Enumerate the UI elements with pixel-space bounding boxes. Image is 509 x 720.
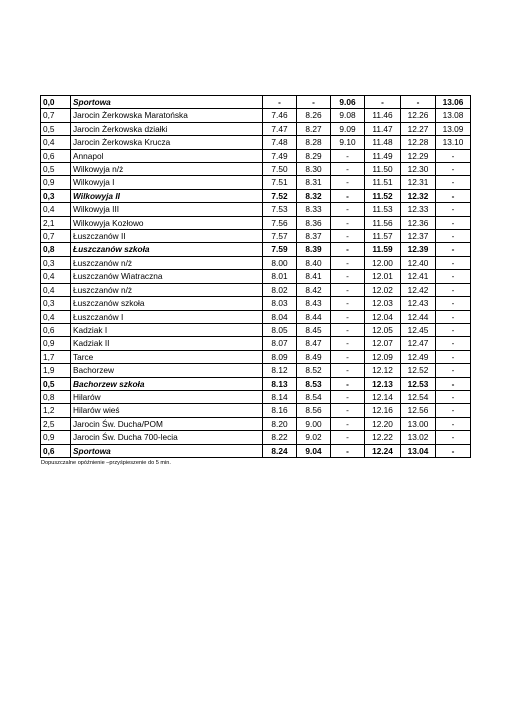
distance-cell: 2,5 [41, 417, 71, 430]
departure-time-cell: - [436, 230, 471, 243]
distance-cell: 0,5 [41, 377, 71, 390]
table-row [41, 390, 471, 403]
stop-name-cell: Wilkowyja n/ż [71, 163, 263, 176]
table-row [41, 96, 471, 109]
departure-time-cell: 12.31 [401, 176, 436, 189]
distance-cell: 2,1 [41, 216, 71, 229]
departure-time-cell: 12.14 [365, 390, 401, 403]
distance-cell: 0,4 [41, 203, 71, 216]
departure-time-cell: - [331, 163, 365, 176]
timetable-sheet [40, 95, 470, 466]
departure-time-cell: - [436, 216, 471, 229]
departure-time-cell: - [436, 297, 471, 310]
table-row [41, 216, 471, 229]
departure-time-cell: - [331, 444, 365, 457]
departure-time-cell: - [436, 404, 471, 417]
departure-time-cell: 8.28 [297, 136, 331, 149]
departure-time-cell: 12.03 [365, 297, 401, 310]
departure-time-cell: - [263, 96, 297, 109]
departure-time-cell: 7.56 [263, 216, 297, 229]
departure-time-cell: 12.02 [365, 283, 401, 296]
departure-time-cell: - [331, 337, 365, 350]
departure-time-cell: - [436, 163, 471, 176]
timetable-body [41, 96, 471, 458]
table-row [41, 283, 471, 296]
stop-name-cell: Jarocin Św. Ducha 700-lecia [71, 431, 263, 444]
distance-cell: 0,3 [41, 297, 71, 310]
departure-time-cell: 7.48 [263, 136, 297, 149]
distance-cell: 0,7 [41, 230, 71, 243]
departure-time-cell: - [331, 350, 365, 363]
stop-name-cell: Wilkowyja III [71, 203, 263, 216]
departure-time-cell: 12.44 [401, 310, 436, 323]
departure-time-cell: 12.49 [401, 350, 436, 363]
distance-cell: 0,9 [41, 337, 71, 350]
table-row [41, 176, 471, 189]
table-row [41, 404, 471, 417]
stop-name-cell: Sportowa [71, 444, 263, 457]
departure-time-cell: 12.28 [401, 136, 436, 149]
distance-cell: 1,7 [41, 350, 71, 363]
departure-time-cell: 8.36 [297, 216, 331, 229]
timetable [40, 95, 471, 458]
departure-time-cell: 8.22 [263, 431, 297, 444]
departure-time-cell: 11.50 [365, 163, 401, 176]
departure-time-cell: 12.20 [365, 417, 401, 430]
departure-time-cell: 7.49 [263, 149, 297, 162]
distance-cell: 0,8 [41, 243, 71, 256]
departure-time-cell: - [436, 270, 471, 283]
stop-name-cell: Łuszczanów szkoła [71, 297, 263, 310]
distance-cell: 0,4 [41, 310, 71, 323]
departure-time-cell: 12.43 [401, 297, 436, 310]
departure-time-cell: - [331, 323, 365, 336]
departure-time-cell: 8.32 [297, 189, 331, 202]
departure-time-cell: 8.04 [263, 310, 297, 323]
departure-time-cell: 12.47 [401, 337, 436, 350]
departure-time-cell: 11.48 [365, 136, 401, 149]
departure-time-cell: 8.49 [297, 350, 331, 363]
departure-time-cell: 12.40 [401, 256, 436, 269]
table-row [41, 270, 471, 283]
distance-cell: 0,7 [41, 109, 71, 122]
departure-time-cell: - [436, 364, 471, 377]
departure-time-cell: 7.53 [263, 203, 297, 216]
departure-time-cell: - [331, 283, 365, 296]
departure-time-cell: - [331, 364, 365, 377]
stop-name-cell: Kadziak II [71, 337, 263, 350]
distance-cell: 0,9 [41, 176, 71, 189]
stop-name-cell: Łuszczanów II [71, 230, 263, 243]
stop-name-cell: Hilarów wieś [71, 404, 263, 417]
table-row [41, 189, 471, 202]
departure-time-cell: 12.26 [401, 109, 436, 122]
departure-time-cell: 12.56 [401, 404, 436, 417]
departure-time-cell: 12.16 [365, 404, 401, 417]
departure-time-cell: - [297, 96, 331, 109]
departure-time-cell: 7.50 [263, 163, 297, 176]
departure-time-cell: 9.04 [297, 444, 331, 457]
departure-time-cell: 8.01 [263, 270, 297, 283]
departure-time-cell: 11.51 [365, 176, 401, 189]
departure-time-cell: - [331, 149, 365, 162]
distance-cell: 0,8 [41, 390, 71, 403]
table-row [41, 337, 471, 350]
stop-name-cell: Łuszczanów Wiatraczna [71, 270, 263, 283]
departure-time-cell: 11.47 [365, 122, 401, 135]
departure-time-cell: 12.30 [401, 163, 436, 176]
stop-name-cell: Wilkowyja I [71, 176, 263, 189]
stop-name-cell: Jarocin Żerkowska Maratońska [71, 109, 263, 122]
departure-time-cell: - [331, 310, 365, 323]
departure-time-cell: 12.13 [365, 377, 401, 390]
departure-time-cell: 8.00 [263, 256, 297, 269]
departure-time-cell: - [436, 377, 471, 390]
stop-name-cell: Wilkowyja II [71, 189, 263, 202]
departure-time-cell: 8.13 [263, 377, 297, 390]
departure-time-cell: 7.57 [263, 230, 297, 243]
departure-time-cell: 8.29 [297, 149, 331, 162]
departure-time-cell: 12.42 [401, 283, 436, 296]
delay-note: Dopuszczalne opóźnienie –przyśpieszenie do 5 min. [41, 459, 171, 466]
stop-name-cell: Jarocin Św. Ducha/POM [71, 417, 263, 430]
departure-time-cell: - [331, 390, 365, 403]
departure-time-cell: 8.24 [263, 444, 297, 457]
departure-time-cell: 12.52 [401, 364, 436, 377]
departure-time-cell: 8.47 [297, 337, 331, 350]
departure-time-cell: 12.00 [365, 256, 401, 269]
departure-time-cell: 11.57 [365, 230, 401, 243]
departure-time-cell: 12.24 [365, 444, 401, 457]
departure-time-cell: 8.30 [297, 163, 331, 176]
departure-time-cell: 13.02 [401, 431, 436, 444]
departure-time-cell: 8.26 [297, 109, 331, 122]
departure-time-cell: 12.22 [365, 431, 401, 444]
distance-cell: 0,0 [41, 96, 71, 109]
departure-time-cell: 12.39 [401, 243, 436, 256]
departure-time-cell: 9.10 [331, 136, 365, 149]
stop-name-cell: Łuszczanów szkoła [71, 243, 263, 256]
departure-time-cell: 12.09 [365, 350, 401, 363]
stop-name-cell: Łuszczanów n/ż [71, 256, 263, 269]
departure-time-cell: - [436, 283, 471, 296]
departure-time-cell: 13.08 [436, 109, 471, 122]
departure-time-cell: - [436, 189, 471, 202]
departure-time-cell: - [436, 176, 471, 189]
departure-time-cell: - [436, 149, 471, 162]
departure-time-cell: - [331, 203, 365, 216]
departure-time-cell: - [331, 216, 365, 229]
departure-time-cell: 11.49 [365, 149, 401, 162]
departure-time-cell: - [436, 431, 471, 444]
stop-name-cell: Annapol [71, 149, 263, 162]
departure-time-cell: 8.40 [297, 256, 331, 269]
distance-cell: 1,2 [41, 404, 71, 417]
departure-time-cell: 12.54 [401, 390, 436, 403]
distance-cell: 0,5 [41, 122, 71, 135]
departure-time-cell: 13.09 [436, 122, 471, 135]
departure-time-cell: - [436, 417, 471, 430]
departure-time-cell: 13.00 [401, 417, 436, 430]
departure-time-cell: 8.41 [297, 270, 331, 283]
departure-time-cell: 7.59 [263, 243, 297, 256]
distance-cell: 0,3 [41, 189, 71, 202]
table-row [41, 417, 471, 430]
departure-time-cell: 9.06 [331, 96, 365, 109]
departure-time-cell: 8.44 [297, 310, 331, 323]
departure-time-cell: 8.45 [297, 323, 331, 336]
stop-name-cell: Tarce [71, 350, 263, 363]
departure-time-cell: - [436, 323, 471, 336]
distance-cell: 0,4 [41, 270, 71, 283]
departure-time-cell: 9.02 [297, 431, 331, 444]
departure-time-cell: 12.53 [401, 377, 436, 390]
departure-time-cell: - [436, 256, 471, 269]
distance-cell: 0,6 [41, 149, 71, 162]
departure-time-cell: 8.31 [297, 176, 331, 189]
departure-time-cell: 12.45 [401, 323, 436, 336]
departure-time-cell: 9.00 [297, 417, 331, 430]
departure-time-cell: 12.12 [365, 364, 401, 377]
departure-time-cell: 12.37 [401, 230, 436, 243]
departure-time-cell: - [331, 270, 365, 283]
departure-time-cell: - [365, 96, 401, 109]
table-row [41, 163, 471, 176]
departure-time-cell: 8.54 [297, 390, 331, 403]
departure-time-cell: 8.09 [263, 350, 297, 363]
table-row [41, 364, 471, 377]
departure-time-cell: 8.39 [297, 243, 331, 256]
departure-time-cell: 8.33 [297, 203, 331, 216]
departure-time-cell: 7.52 [263, 189, 297, 202]
stop-name-cell: Jarocin Żerkowska działki [71, 122, 263, 135]
departure-time-cell: 7.47 [263, 122, 297, 135]
distance-cell: 0,4 [41, 136, 71, 149]
table-row [41, 310, 471, 323]
distance-cell: 0,6 [41, 444, 71, 457]
departure-time-cell: - [436, 444, 471, 457]
departure-time-cell: 11.52 [365, 189, 401, 202]
departure-time-cell: 8.12 [263, 364, 297, 377]
stop-name-cell: Bachorzew szkoła [71, 377, 263, 390]
departure-time-cell: 8.37 [297, 230, 331, 243]
table-row [41, 297, 471, 310]
departure-time-cell: 12.04 [365, 310, 401, 323]
departure-time-cell: 8.27 [297, 122, 331, 135]
departure-time-cell: - [436, 390, 471, 403]
departure-time-cell: - [331, 243, 365, 256]
departure-time-cell: 8.02 [263, 283, 297, 296]
departure-time-cell: - [401, 96, 436, 109]
departure-time-cell: - [436, 310, 471, 323]
table-row [41, 431, 471, 444]
departure-time-cell: - [331, 189, 365, 202]
table-row [41, 350, 471, 363]
departure-time-cell: 12.36 [401, 216, 436, 229]
departure-time-cell: - [331, 230, 365, 243]
departure-time-cell: - [331, 377, 365, 390]
departure-time-cell: 12.32 [401, 189, 436, 202]
table-row [41, 230, 471, 243]
departure-time-cell: 12.41 [401, 270, 436, 283]
departure-time-cell: - [331, 431, 365, 444]
departure-time-cell: 8.42 [297, 283, 331, 296]
departure-time-cell: 13.04 [401, 444, 436, 457]
departure-time-cell: - [331, 297, 365, 310]
departure-time-cell: 12.07 [365, 337, 401, 350]
departure-time-cell: 9.09 [331, 122, 365, 135]
distance-cell: 0,6 [41, 323, 71, 336]
distance-cell: 1,9 [41, 364, 71, 377]
distance-cell: 0,9 [41, 431, 71, 444]
departure-time-cell: 7.51 [263, 176, 297, 189]
departure-time-cell: - [436, 337, 471, 350]
table-row [41, 136, 471, 149]
departure-time-cell: - [331, 256, 365, 269]
departure-time-cell: 11.53 [365, 203, 401, 216]
departure-time-cell: 8.52 [297, 364, 331, 377]
departure-time-cell: 12.27 [401, 122, 436, 135]
departure-time-cell: 8.07 [263, 337, 297, 350]
departure-time-cell: - [331, 404, 365, 417]
departure-time-cell: 8.56 [297, 404, 331, 417]
departure-time-cell: 11.56 [365, 216, 401, 229]
departure-time-cell: 13.06 [436, 96, 471, 109]
table-row [41, 109, 471, 122]
table-row [41, 256, 471, 269]
departure-time-cell: 8.53 [297, 377, 331, 390]
departure-time-cell: - [436, 203, 471, 216]
distance-cell: 0,4 [41, 283, 71, 296]
departure-time-cell: 8.03 [263, 297, 297, 310]
departure-time-cell: 8.05 [263, 323, 297, 336]
departure-time-cell: 8.20 [263, 417, 297, 430]
table-row [41, 122, 471, 135]
table-row [41, 203, 471, 216]
table-row [41, 444, 471, 457]
stop-name-cell: Łuszczanów I [71, 310, 263, 323]
departure-time-cell: - [436, 243, 471, 256]
departure-time-cell: 8.16 [263, 404, 297, 417]
stop-name-cell: Wilkowyja Kozłowo [71, 216, 263, 229]
stop-name-cell: Kadziak I [71, 323, 263, 336]
departure-time-cell: 7.46 [263, 109, 297, 122]
distance-cell: 0,3 [41, 256, 71, 269]
table-row [41, 377, 471, 390]
stop-name-cell: Bachorzew [71, 364, 263, 377]
departure-time-cell: 13.10 [436, 136, 471, 149]
stop-name-cell: Jarocin Żerkowska Krucza [71, 136, 263, 149]
departure-time-cell: 9.08 [331, 109, 365, 122]
departure-time-cell: 8.43 [297, 297, 331, 310]
departure-time-cell: 11.46 [365, 109, 401, 122]
stop-name-cell: Łuszczanów n/ż [71, 283, 263, 296]
distance-cell: 0,5 [41, 163, 71, 176]
departure-time-cell: 11.59 [365, 243, 401, 256]
departure-time-cell: - [331, 417, 365, 430]
departure-time-cell: - [436, 350, 471, 363]
departure-time-cell: 12.33 [401, 203, 436, 216]
departure-time-cell: 12.01 [365, 270, 401, 283]
departure-time-cell: 8.14 [263, 390, 297, 403]
departure-time-cell: 12.29 [401, 149, 436, 162]
table-row [41, 149, 471, 162]
departure-time-cell: - [331, 176, 365, 189]
departure-time-cell: 12.05 [365, 323, 401, 336]
table-row [41, 323, 471, 336]
stop-name-cell: Hilarów [71, 390, 263, 403]
table-row [41, 243, 471, 256]
stop-name-cell: Sportowa [71, 96, 263, 109]
